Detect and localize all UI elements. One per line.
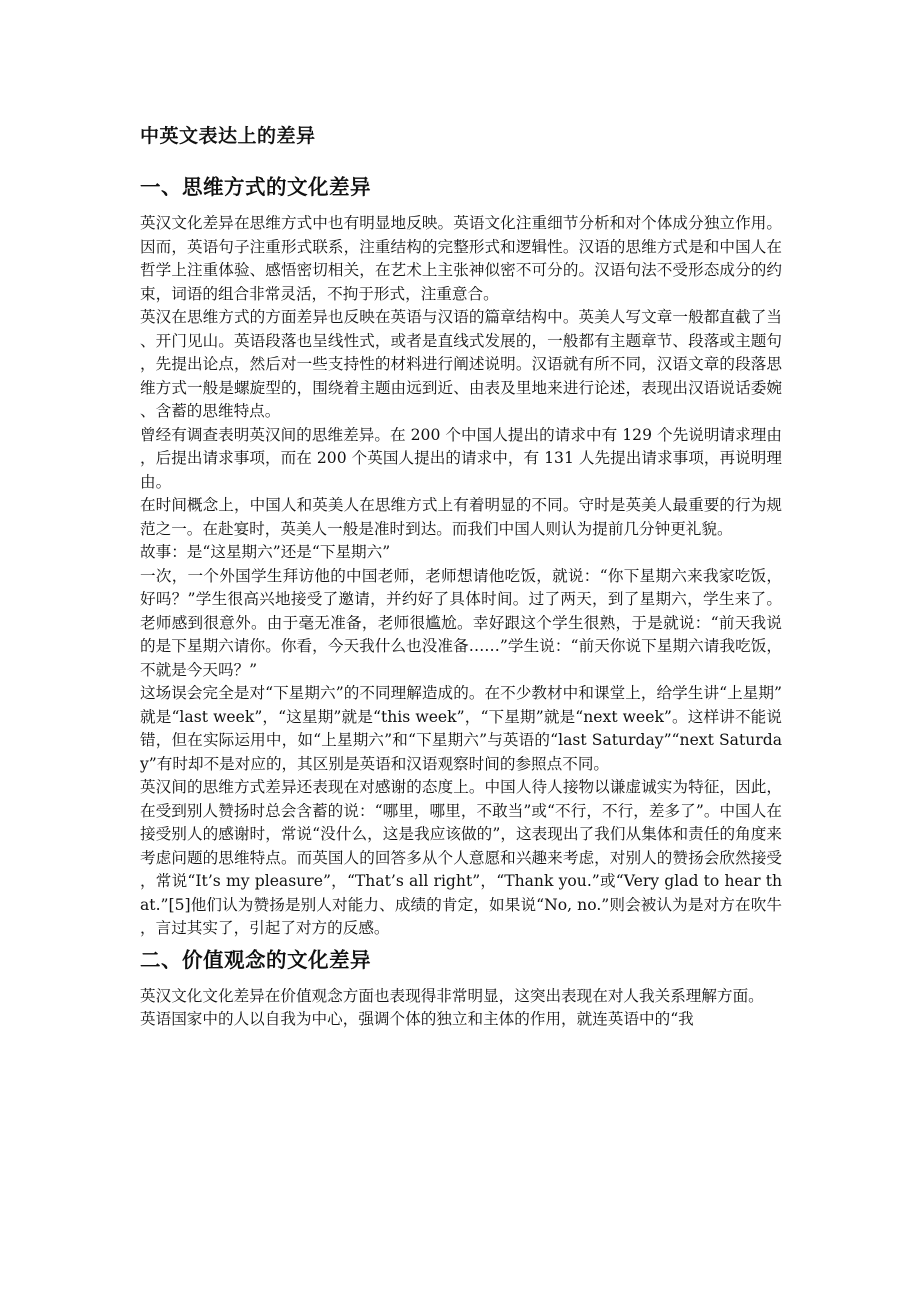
document-title: 中英文表达上的差异 xyxy=(140,125,316,147)
paragraph: 英汉文化文化差异在价值观念方面也表现得非常明显，这突出表现在对人我关系理解方面。 xyxy=(140,986,764,1005)
paragraph: 英汉间的思维方式差异还表现在对感谢的态度上。中国人待人接物以谦虚诚实为特征，因此，在受到别人赞扬时总会含蓄的说：“哪里，哪里，不敢当”或“不行，不行，差多了”。中国人在接受别人的感谢时，常说“没什么，这是我应该做的”，这表现出了我们从集体和责任的角度来考虑问题的思维特点。而英国人的回答多从个人意愿和兴趣来考虑，对别人的赞扬会欣然接受，常说“It’s my pleasure”，“That’s all right”，“Thank you.”或“Very glad to hear that.”[5]他们认为赞扬是别人对能力、成绩的肯定，如果说“No, no.”则会被认为是对方在吹牛，言过其实了，引起了对方的反感。 xyxy=(140,778,782,937)
paragraph: 一次，一个外国学生拜访他的中国老师，老师想请他吃饭，就说：“你下星期六来我家吃饭，好吗？”学生很高兴地接受了邀请，并约好了具体时间。过了两天，到了星期六，学生来了。老师感到很意外。由于毫无准备，老师很尴尬。幸好跟这个学生很熟，于是就说：“前天我说的是下星期六请你。你看，今天我什么也没准备……”学生说：“前天你说下星期六请我吃饭，不就是今天吗？” xyxy=(140,566,782,679)
paragraph: 英汉文化差异在思维方式中也有明显地反映。英语文化注重细节分析和对个体成分独立作用。因而，英语句子注重形式联系，注重结构的完整形式和逻辑性。汉语的思维方式是和中国人在哲学上注重体验、感悟密切相关，在艺术上主张神似密不可分的。汉语句法不受形态成分的约束，词语的组合非常灵活，不拘于形式，注重意合。 xyxy=(140,214,782,303)
section-heading: 二、价值观念的文化差异 xyxy=(140,947,371,972)
document-page xyxy=(140,122,782,1032)
story-title: 故事：是“这星期六”还是“下星期六” xyxy=(140,543,391,561)
paragraph: 这场误会完全是对“下星期六”的不同理解造成的。在不少教材中和课堂上，给学生讲“上星期”就是“last week”，“这星期”就是“this week”，“下星期”就是“next week”。这样讲不能说错，但在实际运用中，如“上星期六”和“下星期六”与英语的“last Saturday”“next Saturday”有时却不是对应的，其区别是英语和汉语观察时间的参照点不同。 xyxy=(140,684,782,773)
paragraph: 英语国家中的人以自我为中心，强调个体的独立和主体的作用，就连英语中的“我 xyxy=(140,1010,694,1028)
section-thinking-modes xyxy=(140,172,782,941)
section-values xyxy=(140,945,782,1032)
paragraph: 曾经有调查表明英汉间的思维差异。在 200 个中国人提出的请求中有 129 个先说明请求理由，后提出请求事项，而在 200 个英国人提出的请求中，有 131 人先提出请求事项，再说明理由。 xyxy=(140,425,782,491)
paragraph: 在时间概念上，中国人和英美人在思维方式上有着明显的不同。守时是英美人最重要的行为规范之一。在赴宴时，英美人一般是准时到达。而我们中国人则认为提前几分钟更礼貌。 xyxy=(140,496,782,538)
section-heading: 一、思维方式的文化差异 xyxy=(140,175,371,199)
paragraph: 英汉在思维方式的方面差异也反映在英语与汉语的篇章结构中。英美人写文章一般都直截了当、开门见山。英语段落也呈线性式，或者是直线式发展的，一般都有主题章节、段落或主题句，先提出论点，然后对一些支持性的材料进行阐述说明。汉语就有所不同，汉语文章的段落思维方式一般是螺旋型的，围绕着主题由远到近、由表及里地来进行论述，表现出汉语说话委婉、含蓄的思维特点。 xyxy=(140,308,782,420)
